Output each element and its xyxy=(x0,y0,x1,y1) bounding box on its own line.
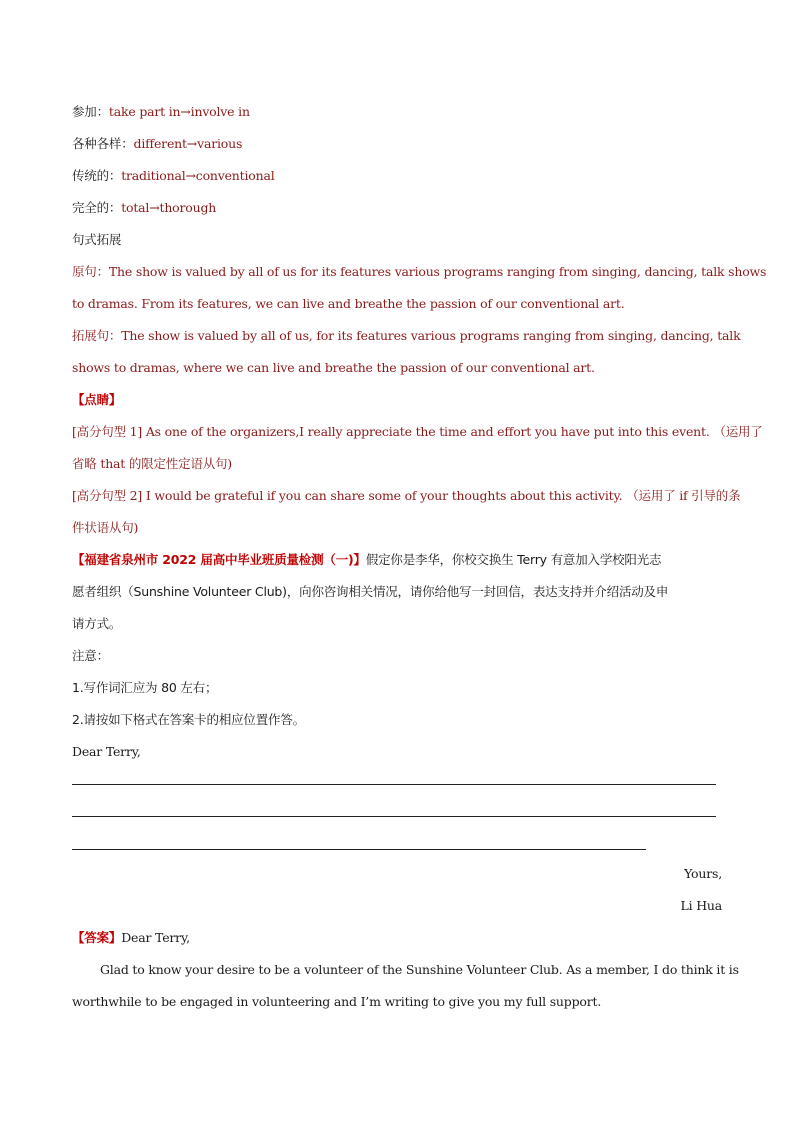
task-line2: 愿者组织（Sunshine Volunteer Club)，向你咨询相关情况，请你给他写一封回信，表达支持并介绍活动及申 xyxy=(72,584,669,599)
letter-greeting: Dear Terry, xyxy=(72,744,141,759)
writing-line xyxy=(72,816,716,817)
answer-line1: Glad to know your desire to be a volunteer of the Sunshine Volunteer Club. As a member, I do think it is xyxy=(100,962,739,977)
highlight-sentence-1-line2: 省略 that 的限定性定语从句) xyxy=(72,456,232,471)
answer-heading xyxy=(72,922,722,954)
expanded-sentence-line2: shows to dramas, where we can live and breathe the passion of our conventional art. xyxy=(72,360,595,375)
dianjing-heading: 【点睛】 xyxy=(72,392,122,407)
vocab-item xyxy=(72,96,722,128)
vocab-chinese: 完全的： xyxy=(72,200,122,215)
vocab-chinese: 各种各样： xyxy=(72,136,134,151)
notes-item: 2.请按如下格式在答案卡的相应位置作答。 xyxy=(72,712,305,727)
highlight-sentence-2-line2: 件状语从句) xyxy=(72,520,139,535)
expanded-sentence-line1 xyxy=(72,320,741,352)
task-source: 【福建省泉州市 2022 届高中毕业班质量检测（一)】 xyxy=(72,552,366,567)
vocab-chinese: 传统的： xyxy=(72,168,122,183)
pattern-heading: 句式拓展 xyxy=(72,232,122,247)
expanded-label: 拓展句： xyxy=(72,328,122,343)
vocab-item xyxy=(72,128,722,160)
highlight-sentence-2-line1: [高分句型 2] I would be grateful if you can share some of your thoughts about this activity. （运用了 if 引导的条 xyxy=(72,488,741,503)
letter-closing: Yours, xyxy=(684,866,722,881)
answer-label: 【答案】 xyxy=(72,930,122,945)
notes-heading: 注意： xyxy=(72,648,109,663)
letter-signature: Li Hua xyxy=(680,898,722,913)
original-sentence-line2: to dramas. From its features, we can live and breathe the passion of our conventional art. xyxy=(72,296,625,311)
original-text: The show is valued by all of us for its features various programs ranging from singing, dancing, talk shows xyxy=(108,264,767,279)
writing-line xyxy=(72,849,646,850)
vocab-english: different→various xyxy=(133,136,243,151)
highlight-sentence-1-line1: [高分句型 1] As one of the organizers,I really appreciate the time and effort you have put into this event. （运用了 xyxy=(72,424,763,439)
answer-greeting: Dear Terry, xyxy=(121,930,190,945)
vocab-chinese: 参加： xyxy=(72,104,109,119)
vocab-english: total→thorough xyxy=(121,200,217,215)
answer-line2: worthwhile to be engaged in volunteering and I’m writing to give you my full support. xyxy=(72,994,602,1009)
expanded-text: The show is valued by all of us, for its features various programs ranging from singing, dancing, talk xyxy=(121,328,741,343)
original-label: 原句： xyxy=(72,264,109,279)
vocab-english: traditional→conventional xyxy=(121,168,275,183)
document-page xyxy=(72,96,767,768)
original-sentence-line1 xyxy=(72,256,767,288)
task-line3: 请方式。 xyxy=(72,616,122,631)
task-text: 假定你是李华，你校交换生 Terry 有意加入学校阳光志 xyxy=(365,552,662,567)
vocab-item xyxy=(72,192,722,224)
task-line1 xyxy=(72,544,722,576)
vocab-english: take part in→involve in xyxy=(108,104,250,119)
notes-item: 1.写作词汇应为 80 左右； xyxy=(72,680,218,695)
writing-line xyxy=(72,784,716,785)
vocab-item xyxy=(72,160,722,192)
